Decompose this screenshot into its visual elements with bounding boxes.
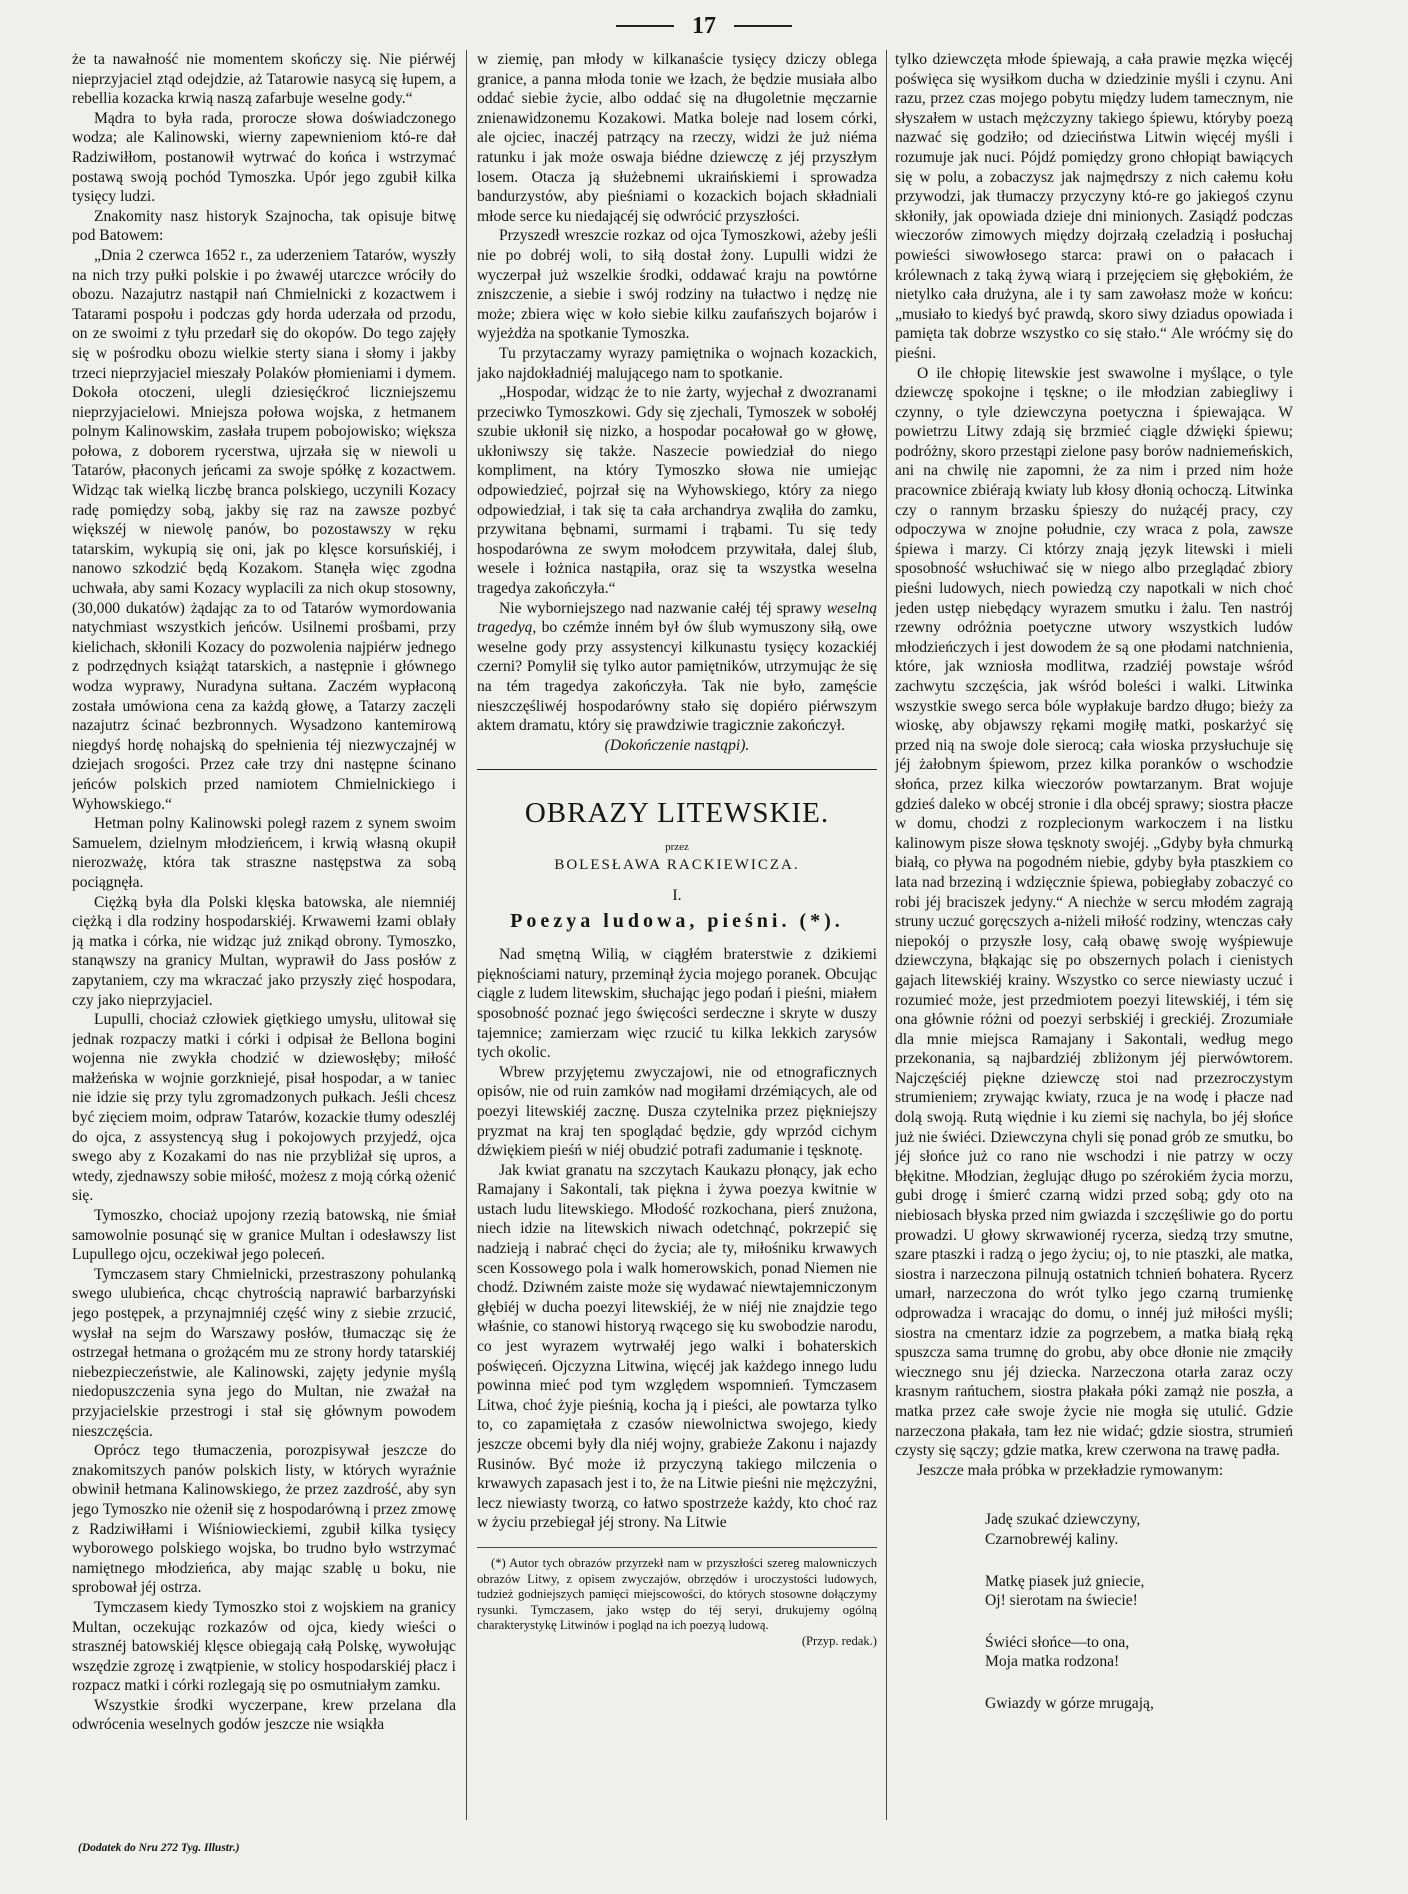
poem-line: Świéci słońce—to ona, xyxy=(985,1633,1130,1651)
paragraph: w ziemię, pan młody w kilkanaście tysięcy dziczy oblega granice, a panna młoda tonie we łzach, że będzie musiała albo oddać siebie życie, albo oddać się na długoletnie męczarnie znienawidzonemu Kozakowi. Matka boleje nad losem córki, ale ojciec, inaczéj patrzący na rzeczy, widzi że już niéma ratunku i jak może oswaja biédne dziewczę z jéj przyszłym losem. Otacza ją służebnemi ukraińskiemi i sprowadza bandurzystów, aby pieśniami o kozackich bojach składniali młode serce ku niedającéj się odwrócić przyszłości. xyxy=(477,51,877,225)
poem-line: Oj! sierotam na świecie! xyxy=(985,1592,1138,1610)
paragraph: Tymczasem kiedy Tymoszko stoi z wojskiem na granicy Multan, oczekując rozkazów od ojca, kiedy wieści o strasznéj batowskiéj klęsce obiegają całą Polskę, wywołując wszędzie zgrozę i zwątpienie, w stolicy hospodarskiéj płacz i rozpacz matki i córki rozlegają się po osmutniałym zamku. xyxy=(72,1598,456,1695)
section-subtitle: Poezya ludowa, pieśni. (*). xyxy=(510,909,844,932)
poem-line: Gwiazdy w górze mrugają, xyxy=(985,1694,1154,1712)
column-2 xyxy=(477,50,877,1820)
header-rule-right xyxy=(734,25,792,27)
section-separator xyxy=(477,769,877,770)
emphasis: weselną tragedyą, xyxy=(477,599,877,637)
page-header xyxy=(0,8,1408,44)
paragraph: Ciężką była dla Polski klęska batowska, ale niemniéj ciężką i dla rodziny hospodarskiéj. Krwawemi łzami oblały ją matka i córka, nie widząc już znikąd obrony. Tymoszko, stanąwszy na granicy Multan, wyprawił do Jass posłów z zapytaniem, czy ma wkraczać jako przyszły zięć hospodara, czy jako nieprzyjaciel. xyxy=(72,893,456,1009)
paragraph: Tymczasem stary Chmielnicki, przestraszony pohulanką swego ulubieńca, chcąc chytrością naprawić barbarzyński jego postępek, a przynajmniéj część winy z siebie zrzucić, wysłał na sejm do Warszawy posłów, tłumacząc się że ostrzegał hetmana o grożącém mu ze strony hordy tatarskiéj niebezpieczeństwie, ale Kalinowski, zajęty jedynie myślą niedopuszczenia syna jego do Multan, nie zważał na przyjacielskie przestrogi i stał się głównym powodem nieszczęścia. xyxy=(72,1265,456,1440)
poem-stanza xyxy=(985,1694,1293,1714)
poem-line: Matkę piasek już gniecie, xyxy=(985,1572,1145,1590)
article-author: BOLESŁAWA RACKIEWICZA. xyxy=(554,857,800,874)
footnote xyxy=(477,1547,877,1650)
supplement-note: (Dodatek do Nru 272 Tyg. Illustr.) xyxy=(78,1842,240,1854)
quote-paragraph: „Dnia 2 czerwca 1652 r., za uderzeniem Tatarów, wyszły na nich trzy pułki polskie i po żwawéj utarczce wróciły do obozu. Nazajutrz nastąpił nań Chmielnicki z kozactwem i Tatarami pospołu i podczas gdy horda uderzała od przodu, on ze swoimi z tyłu przedarł się do okopów. Do tego zajęły się w pośrodku obozu wielkie sterty siana i słomy i jakby trzeci nieprzyjaciel mieszały Polaków płomieniami i dymem. Dokoła otoczeni, ulegli dziesięćkroć liczniejszemu nieprzyjacielowi. Mniejsza połowa wojska, z hetmanem polnym Kalinowskim, zasłała trupem pobojowisko; większa połowa, z doborem rycerstwa, ujrzała się w niewoli u Tatarów, płaconych jeńcami za swoje spółkę z kozactwem. Widząc tak wielką liczbę branca polskiego, uczynili Kozacy radę pomiędzy sobą, jakby się raz na zawsze pozbyć większéj w niewolę panów, bo pozostawszy w ręku tatarskim, wykupią się oni, jak po klęsce korsuńskiéj, i nanowo szkodzić będą Kozakom. Stanęła więc zgodna uchwała, aby sami Kozacy wyplacili za nich okup stosowny, (30,000 dukatów) żądając za to od Tatarów wymordowania natychmiast wszystkich jeńców. Usilnemi prośbami, przy kielichach, skłonili Kozacy do pozwolenia najpiérw jednego z podrzędnych książąt tatarskich, a następnie i głównego wodza wyprawy, Nuradyna sułtana. Zaczém wypłaconą została umówiona cena za każdą głowę, a Tatarzy zaczęli nazajutrz ścinać bezbronnych. Wysadzono kantemirową niegdyś hordę nohajską do spełnienia téj niezwyczajnéj w dziejach srogości. Przez całe trzy dni następne ścinano jeńców polskich przed namiotem Chmielnickiego i Wyhowskiego.“ xyxy=(72,246,456,813)
poem xyxy=(985,1510,1293,1713)
paragraph: Mądra to była rada, prorocze słowa doświadczonego wodza; ale Kalinowski, wierny zapewnieniom któ-re dał Radziwiłłom, postanowił wytrwać do końca i wstrzymać postawą swoją pochód Tymoszka. Upór jego zgubił kilka tysięcy ludzi. xyxy=(72,109,456,206)
paragraph: Nad smętną Wilią, w ciągłém braterstwie z dzikiemi pięknościami natury, przeminął życia mojego poranek. Obcując ciągle z ludem litewskim, słuchając jego podań i pieśni, miałem sposobność poznać jego święcości serdeczne i skryte w duszy tajemnice; zamierzam więc rzucić tu kilka lekkich zarysów tych okolic. xyxy=(477,946,877,1062)
paragraph: Jak kwiat granatu na szczytach Kaukazu płonący, jak echo Ramajany i Sakontali, tak piękna i żywa poezya kwitnie w ustach ludu litewskiego. Młodość rozkochana, pierś znużona, niech idzie na litewskich niwach odetchnąć, pokrzepić się nadzieją i nabrać chęci do życia; ale ty, miłośniku krwawych scen Kossowego pola i walk homerowskich, ponad Niemen nie chodź. Dziwném zaiste może się wydawać niewtajemniczonym głębiéj w ducha poezyi litewskiéj, że w niéj nie znajdzie tego właśnie, co stanowi historyą rwącego się ku swobodzie narodu, co jest wyrazem wytrwałéj jego walki i bohaterskich poświęceń. Ojczyzna Litwina, więcéj jak każdego innego ludu powinna mieć pod tym względem wspomnień. Tymczasem Litwa, choć żyje pieśnią, kocha ją i pieści, ale powtarza tylko to, co zapamiętała z czasów niewolnictwa swojego, kiedy jeszcze obcemi były dla niéj wojny, grabieże Zakonu i najazdy Rusinów. Być może iż przyczyną takiego milczenia o krwawych zapasach jest i to, że na Litwie pieśni nie mężczyźni, lecz niewiasty tworzą, co łatwo spostrzeże każdy, kto choć raz w życiu przebiegał jéj strony. Na Litwie xyxy=(477,1161,877,1532)
text-run: Nie wyborniejszego nad nazwanie całéj téj sprawy xyxy=(499,599,822,617)
byline-prefix: przez xyxy=(665,841,689,854)
footnote-signature: (Przyp. redak.) xyxy=(801,1633,877,1648)
paragraph: Wbrew przyjętemu zwyczajowi, nie od etnograficznych opisów, nie od ruin zamków nad mogiłami drzémiących, ale od poezyi litewskiéj zacznę. Dusza czytelnika przez piękniejszy pryzmat na kraj ten spoglądać będzie, gdy wprzód cichym dźwiękiem pieśń w niéj obudzić potrafi zadumanie i tęsknotę. xyxy=(477,1063,877,1160)
paragraph: Lupulli, chociaż człowiek giętkiego umysłu, ulitował się jednak rozpaczy matki i córki i odpisał że Bellona bogini wojenna nie zwykła chodzić w dziewosłęby; miłość małżeńska w wojnie gorzkniejé, pisał hospodar, a w taniec nie idzie się przy tylu zgromadzonych pułkach. Jeśli chcesz być zięciem moim, odpraw Tatarów, kozackie tłumy odeszléj do ojca, z assystencyą sług i pokojowych przyjedź, ojca swego aby z Kozakami do nas nie przybliżał się upros, a wtedy, zjednawszy sobie miłość, możesz z moją córką ożenić się. xyxy=(72,1011,456,1205)
paragraph: Tymoszko, chociaż upojony rzezią batowską, nie śmiał samowolnie posunąć się w granice Multan i odesławszy list Lupullego ojcu, oczekiwał jego poleceń. xyxy=(72,1207,456,1264)
paragraph: Przyszedł wreszcie rozkaz od ojca Tymoszkowi, ażeby jeśli nie po dobréj woli, to siłą dostał żony. Lupulli widzi że wyczerpał już wszelkie środki, oddawać kraju na powtórne zniszczenie, a siebie i swój rodziny na tułactwo i nędzę nie może; zbiera więc w koło siebie kilku zaufańszych bojarów i wyjeżdża na spotkanie Tymoszka. xyxy=(477,227,877,343)
poem-stanza xyxy=(985,1633,1293,1672)
paragraph: Znakomity nasz historyk Szajnocha, tak opisuje bitwę pod Batowem: xyxy=(72,207,456,245)
paragraph: Hetman polny Kalinowski poległ razem z synem swoim Samuelem, dzielnym młodzieńcem, i krwią własną okupił nierozważę, która tak straszne następstwa za sobą pociągnęła. xyxy=(72,815,456,891)
poem-line: Moja matka rodzona! xyxy=(985,1653,1120,1671)
paragraph: Oprócz tego tłumaczenia, porozpisywał jeszcze do znakomitszych panów polskich listy, w których wyraźnie obwinił hetmana Kalinowskiego, że przez zazdrość, aby syn jego Tymoszko nie ożenił się z hospodarówną i przez zmowę z Radziwiłłami i Wiśniowieckiemi, zgubił kilka tysięcy wyborowego polskiego wojska, bo trudno było wstrzymać namiętnego młodzieńca, aby mając szablę u boku, nie sprobował jéj ostrza. xyxy=(72,1442,456,1597)
continuation-note: (Dokończenie nastąpi). xyxy=(604,736,750,754)
paragraph: Jeszcze mała próbka w przekładzie rymowanym: xyxy=(917,1461,1224,1479)
header-rule-left xyxy=(616,25,674,27)
text-run: bo czémże inném był ów ślub wymuszony siłą, owe weselne gody przy assystencyi kilkunastu tysięcy kozackiéj czerni? Pomylił się tylko autor pamiętników, utrzymując że się na tém tragedya zakończyła. Tak nie było, zamęście nieszczęśliwéj hospodarówny stało się dopiéro piérwszym aktem dramatu, który się prawdziwie tragicznie zakończył. xyxy=(477,619,877,735)
paragraph: Tu przytaczamy wyrazy pamiętnika o wojnach kozackich, jako najdokładniéj malującego nam to spotkanie. xyxy=(477,344,877,382)
paragraph xyxy=(477,599,877,736)
quote-paragraph: „Hospodar, widząc że to nie żarty, wyjechał z dwozranami przeciwko Tymoszkowi. Gdy się zjechali, Tymoszek w sobołéj szubie ukłonił się nizko, a hospodar pocałował go w głowę, ukłoniwszy się także. Naszecie powiedział do niego kompliment, na który Tymoszko słowa nie umiejąc odpowiedzieć, pojrzał się na Wyhowskiego, który za niego odpowiedział, i tak się ta cała archandrya zwąliła do zamku, przywitana bębnami, surmami i trąbami. Tu się tedy hospodarówna ze swym mołodcem przywitała, dalej ślub, wesele i łożnica nastąpiła, oraz się ta wszystka weselna tragedya zakończyła.“ xyxy=(477,384,877,598)
poem-stanza xyxy=(985,1572,1293,1611)
column-divider-1 xyxy=(466,50,467,1820)
article-title: OBRAZY LITEWSKIE. xyxy=(524,797,830,830)
paragraph: Wszystkie środki wyczerpane, krew przelana dla odwrócenia weselnych godów jeszcze nie wsiąkła xyxy=(72,1696,456,1734)
footnote-text: (*) Autor tych obrazów przyrzekł nam w przyszłości szereg malowniczych obrazów Litwy, z opisem zwyczajów, obrzędów i uroczystości ludowych, tudzież godniejszych pamięci miejscowości, do których stosowne dołączymy rysunki. Tymczasem, jako wstęp do téj seryi, drukujemy ogólną charakterystykę Litwinów i pogląd na ich poezyą ludową. xyxy=(477,1555,877,1633)
poem-stanza xyxy=(985,1510,1293,1549)
column-1 xyxy=(72,50,456,1820)
paragraph: że ta nawałność nie momentem skończy się. Nie piérwéj nieprzyjaciel ztąd odejdzie, aż Tatarowie nasycą się łupem, a rebellia kozacka krwią naszą zafarbuje weselne gody.“ xyxy=(72,51,456,108)
poem-line: Czarnobrewéj kaliny. xyxy=(985,1530,1119,1548)
paragraph: tylko dziewczęta młode śpiewają, a cała prawie męzka więcéj poświęca się wysiłkom ducha w dziedzinie myśli i czynu. Ani razu, przez czas mojego pobytu między ludem tamecznym, nie słyszałem w ustach mężczyzny takiego śpiewu, któryby poezą nazwać się godziło; od dzieciństwa Litwin więcéj myśli i rozumuje jak nuci. Pójdź pomiędzy grono chłopiąt bawiących się w polu, a zobaczysz jak najmędrszy z nich całemu kołu przywodzi, jak tłumaczy przyczyny któ-re go jakiegoś czynu skłoniły, jak opowiada dzieje dni minionych. Zasiądź podczas wieczorów zimowych między dojrzałą czeladzią i posłuchaj powieści siwowłosego starca: prawi on o pałacach i królewnach z taką żywą wiarą i przejęciem się głębokiém, że nietylko cała drużyna, ale i ty sam zawołasz może w końcu: „musiało to kiedyś być prawdą, skoro siwy dziadus opowiada i pamięta tak dobrze wszystko co się stało.“ Ale wróćmy się do pieśni. xyxy=(895,51,1293,362)
section-number: I. xyxy=(672,886,682,904)
page-number: 17 xyxy=(692,12,716,39)
poem-line: Jadę szukać dziewczyny, xyxy=(985,1511,1141,1529)
column-divider-2 xyxy=(886,50,887,1820)
column-3 xyxy=(895,50,1293,1820)
paragraph: O ile chłopię litewskie jest swawolne i myślące, o tyle dziewczę spokojne i tęskne; o ile młodzian zabiegliwy i czynny, o tyle dziewczyna poetyczna i śpiewająca. W powietrzu Litwy zdają się brzmieć ciągle dźwięki śpiewu; podróżny, skoro przestąpi zielone pasy borów nadniemeńskich, ani na chwilę nie zapomni, że za nim i przed nim hoże pracownice zbiérają kwiaty lub kłosy dłonią ochoczą. Litwinka czy o rannym brzasku śpieszy do nużącéj pracy, czy odpoczywa w znojne południe, czy wraca z pola, zawsze śpiewa i marzy. Ci którzy znają język litewski i mieli sposobność wsłuchiwać się w niego albo przeglądać zbiory pieśni ludowych, niech powiedzą czy napotkali w nich choć jeden ustęp niebędący wyrazem smutku i żalu. Ten nastrój rzewny odróżnia poetyczne utwory wszystkich ludów młodzieńczych i jest dowodem że są one płodami natchnienia, które, jak wzniosła modlitwa, rzadziéj powstaje wśród zachwytu szczęścia, jak wśród boleści i walki. Litwinka wszystkie swego serca bóle wypłakuje bardzo długo; bieży za wioskę, aby objawszy rękami mogiłę matki, poskarżyć się przed nią na swoje dole sierocą; cała wioska przysłuchuje się jéj żałobnym śpiewom, przez kilka poranków o wschodzie słońca, przez kilka wieczorów powtarzanym. Brat wojuje gdzieś daleko w obcéj stronie i dla obcéj sprawy; siostra płacze w domu, chodzi z rozplecionym warkoczem i na listku kalinowym pisze słowa tęsknoty swojéj. „Gdyby była chmurką białą, co pływa na pogodném niebie, gdyby była ptaszkiem co lata nad brzeziną i wdzięcznie śpiewa, pobiegłaby zobaczyć co robi jéj braciszek jedyny.“ A niechże w sercu młodém zagrają struny uczuć goręcszych a-niżeli miłość rodziny, wtenczas cały niepokój o przyszłe losy, całą obawę swoję wyśpiewuje dziewczyna, błąkając się po obszernych polach i cienistych gajach litewskiéj krainy. Wszystko co serce niewiasty uczuć i rozumieć może, jest przedmiotem poezyi litewskiéj, i tém się ona głównie różni od poezyi serbskiéj i greckiéj. Zrozumiałe dla mnie miejsca Ramajany i Sakontali, według mego przekonania, są najbardziéj zbliżonym jéj pierwówtorem. Najczęściéj piękne dziewczę stoi nad przezroczystym strumieniem; zrywając kwiaty, rzuca je na wodę i płacze nad dolą swoją. Rutą więdnie i ku ziemi się nachyla, bo jéj słońce już nie świéci. Dziewczyna chyli się ponad grób ze smutku, bo jéj słońce już co rano nie wschodzi i nie patrzy w oczy błękitne. Młodzian, żeglując długo po szérokiém życia morzu, gubi drogę i śmierć czarną widzi przed sobą; gdy oto na niebiosach błyska przed nim gwiazda i szczęśliwie go do portu prowadzi. U głowy skrwawionéj rycerza, siedzą trzy smutne, szare ptaszki i radzą o jego życiu; oj, to nie ptaszki, ale matka, siostra i narzeczona pilnują ostatnich tchnień bohatera. Rycerz umarł, narzeczona do wrót tylko jego czarną trumienkę odprowadza i wracając do domu, o innéj już miłości myśli; siostra na cmentarz idzie za pogrzebem, a matka białą ręką spuszcza sama trumnę do grobu, aby obce dłonie nie zmąciły wiecznego snu jéj dziecka. Narzeczona otarła zaraz oczy krasnym rańtuchem, siostra płakała póki zamąż nie poszła, a matka przez całe swoje życie nie mogła się utulić. Gdzie narzeczona płakała, tam łez nie widać; gdzie siostra, strumień czysty się sączy; gdzie matka, krew czerwona na trawę padła. xyxy=(895,364,1293,1460)
